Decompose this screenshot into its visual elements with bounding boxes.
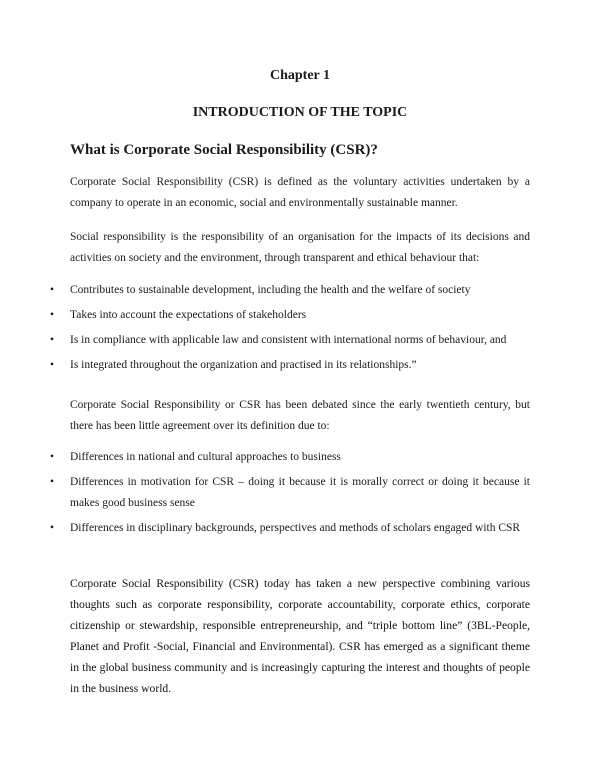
paragraph-social-responsibility: Social responsibility is the responsibility of an organisation for the impacts of its decisions and activities on society and the environment, through transparent and ethical behaviour that: (70, 231, 530, 264)
list-item (50, 330, 530, 351)
paragraph-definition: Corporate Social Responsibility (CSR) is defined as the voluntary activities undertaken by a company to operate in an economic, social and environmentally sustainable manner. (70, 176, 530, 209)
list-item (50, 280, 530, 301)
bullet-icon: • (50, 284, 55, 296)
bullet-icon: • (50, 522, 55, 534)
list-item-text: Is integrated throughout the organization and practised in its relationships.” (70, 359, 417, 371)
bullet-icon: • (50, 476, 55, 488)
list-item-text: Differences in motivation for CSR – doing it because it is morally correct or doing it because it makes good business sense (70, 476, 530, 509)
list-item-text: Contributes to sustainable development, including the health and the welfare of society (70, 284, 471, 296)
bullet-list-behaviour (50, 280, 530, 380)
list-item-text: Takes into account the expectations of stakeholders (70, 309, 307, 321)
bullet-icon: • (50, 451, 55, 463)
paragraph-debate: Corporate Social Responsibility or CSR has been debated since the early twentieth century, but there has been little agreement over its definition due to: (70, 399, 530, 432)
list-item-text: Differences in disciplinary backgrounds, perspectives and methods of scholars engaged with CSR (70, 522, 521, 534)
section-heading: What is Corporate Social Responsibility (CSR)? (70, 142, 378, 158)
bullet-icon: • (50, 359, 55, 371)
list-item (50, 447, 530, 468)
list-item (50, 305, 530, 326)
list-item-text: Is in compliance with applicable law and consistent with international norms of behaviour, and (70, 334, 507, 346)
bullet-icon: • (50, 334, 55, 346)
bullet-list-differences (50, 447, 530, 543)
bullet-icon: • (50, 309, 55, 321)
list-item (50, 472, 530, 514)
chapter-title: Chapter 1 (269, 68, 331, 83)
paragraph-new-perspective: Corporate Social Responsibility (CSR) today has taken a new perspective combining various thoughts such as corporate responsibility, corporate accountability, corporate ethics, corporate citizenship or stewardship, responsible entrepreneurship, and “triple bottom line” (3BL-People, Planet and Profit -Social, Financial and Environmental). CSR has emerged as a significant theme in the global business community and is increasingly capturing the interest and thoughts of people in the business world. (70, 577, 530, 695)
chapter-heading: INTRODUCTION OF THE TOPIC (192, 105, 408, 120)
list-item (50, 355, 530, 376)
list-item-text: Differences in national and cultural approaches to business (70, 451, 341, 463)
list-item (50, 518, 530, 539)
